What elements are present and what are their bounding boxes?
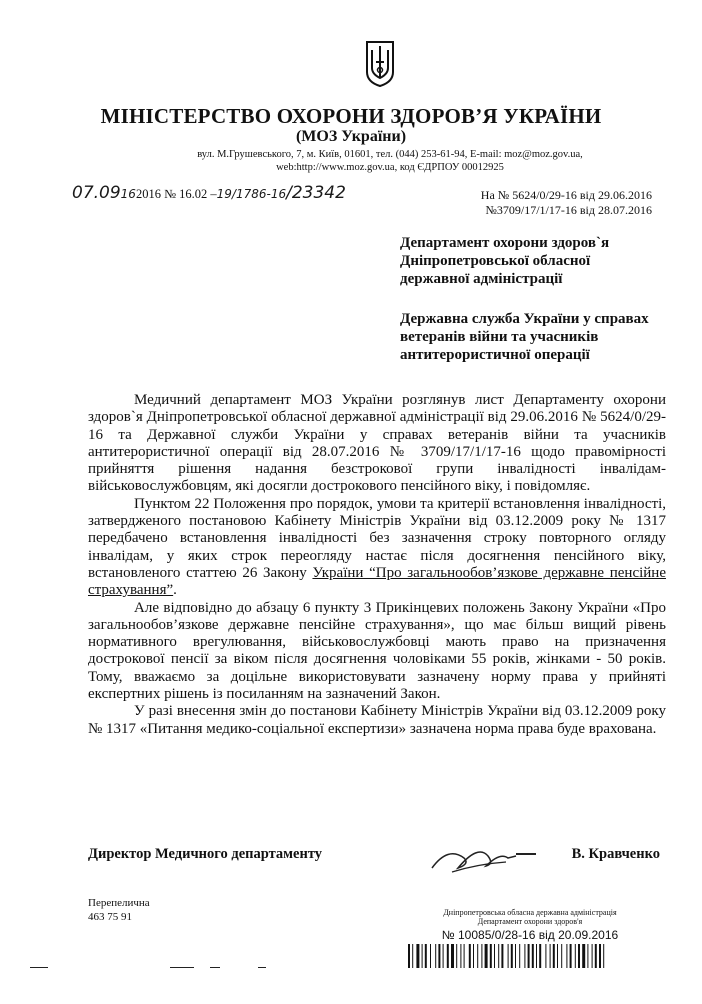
barcode-bar: [566, 944, 567, 968]
registration-number-suffix: /23342: [286, 183, 346, 203]
barcode-bar: [460, 944, 461, 968]
barcode-bar: [430, 944, 431, 968]
executor-phone: 463 75 91: [88, 911, 132, 923]
barcode-bar: [425, 944, 427, 968]
barcode-bar: [494, 944, 495, 968]
barcode-bar: [561, 944, 562, 968]
barcode-bar: [587, 944, 588, 968]
paragraph-4: У разі внесення змін до постанови Кабінету Міністрів України від 03.12.2009 року № 1317 «Питання медико-соціальної експертизи» зазначена норма права буде врахована.: [88, 703, 666, 737]
barcode-bar: [519, 944, 520, 968]
barcode-bar: [524, 944, 525, 968]
barcode-bar: [473, 944, 474, 968]
ministry-name: МІНІСТЕРСТВО ОХОРОНИ ЗДОРОВ’Я УКРАЇНИ: [100, 104, 602, 128]
barcode-bar: [545, 944, 546, 968]
barcode-bar: [481, 944, 482, 968]
scan-mark: [30, 967, 48, 968]
ministry-short-name: (МОЗ України): [295, 128, 407, 145]
paragraph-3: Але відповідно до абзацу 6 пункту 3 Прикінцевих положень Закону України «Про загальнообов’язкове державне пенсійне страхування», що має більш вищий рівень нормативного врегулювання, військовослужбовці мають право на призначення дострокової пенсії за віком після досягнення чоловіками 55 років, жінками - 50 років. Тому, вважаємо за доцільне використовувати зазначену норму права у прийняті експертних рішень із посиланням на зазначений Закон.: [88, 599, 666, 703]
barcode-bar: [582, 944, 585, 968]
registration-date-handwritten-year: 16: [120, 187, 136, 201]
barcode-bar: [490, 944, 492, 968]
paragraph-2-end: .: [173, 582, 177, 599]
barcode-bar: [464, 944, 465, 968]
signatory-name: В. Кравченко: [571, 846, 660, 862]
reply-reference: [440, 188, 652, 218]
paragraph-2: [88, 496, 666, 600]
barcode-bar: [438, 944, 440, 968]
signatory-position: Директор Медичного департаменту: [88, 846, 323, 862]
scan-mark: [170, 967, 194, 968]
barcode-bar: [515, 944, 516, 968]
barcode-bar: [443, 944, 444, 968]
barcode-bar: [456, 944, 457, 968]
paragraph-2-text: Пунктом 22 Положення про порядок, умови та критерії встановлення інвалідності, затвердженого постановою Кабінету Міністрів України від 03.12.2009 року № 1317 передбачено встановлення інвалідності без зазначення строку повторного огляду інвалідам, у яких строк переогляду настає після досягнення пенсійного віку, встановленого статтею 26 Закону: [88, 495, 666, 581]
address-line-2: web:http://www.moz.gov.ua, код ЄДРПОУ 00012925: [276, 162, 504, 173]
barcode-bar: [508, 944, 509, 968]
registration-date-handwritten: 07.09: [72, 183, 121, 203]
barcode: [408, 944, 653, 968]
reply-reference-line-1: На № 5624/0/29-16 від 29.06.2016: [480, 188, 652, 202]
barcode-bar: [595, 944, 597, 968]
executor-info: [88, 896, 150, 924]
address-line-1: вул. М.Грушевського, 7, м. Київ, 01601, тел. (044) 253-61-94, E-mail: moz@moz.gov.ua,: [197, 149, 583, 160]
outgoing-registration: [72, 183, 346, 203]
registration-printed: 2016 № 16.02 –: [135, 187, 217, 201]
stamp-org-line-1: Дніпропетровська обласна державна адміністрація: [443, 908, 617, 917]
barcode-bar: [451, 944, 454, 968]
reply-reference-line-2: №3709/17/1/17-16 від 28.07.2016: [485, 203, 652, 217]
barcode-bar: [557, 944, 558, 968]
scan-mark: [210, 967, 220, 968]
barcode-bar: [553, 944, 555, 968]
stamp-org-line-2: Департамент охорони здоров'я: [477, 917, 583, 926]
barcode-bar: [511, 944, 513, 968]
ministry-address: [150, 148, 630, 174]
barcode-bar: [416, 944, 419, 968]
barcode-bar: [528, 944, 530, 968]
barcode-bar: [532, 944, 534, 968]
barcode-bar: [501, 944, 503, 968]
signature-block: [88, 846, 660, 863]
barcode-bar: [592, 944, 593, 968]
barcode-bar: [599, 944, 601, 968]
recipient-1: Департамент охорони здоров`я Дніпропетровської обласної державної адміністрації: [400, 235, 610, 287]
barcode-bar: [469, 944, 471, 968]
barcode-bar: [536, 944, 537, 968]
barcode-bar: [550, 944, 551, 968]
barcode-bar: [422, 944, 423, 968]
barcode-bar: [435, 944, 436, 968]
incoming-registration-stamp: [400, 908, 660, 942]
barcode-bar: [412, 944, 413, 968]
barcode-bar: [447, 944, 449, 968]
barcode-bar: [498, 944, 499, 968]
barcode-bar: [603, 944, 604, 968]
barcode-bar: [575, 944, 576, 968]
recipient-2: Державна служба України у справах ветеранів війни та учасників антитерористичної операції: [400, 311, 649, 363]
registration-number-handwritten: 19/1786-16: [216, 187, 287, 201]
letter-body: [88, 392, 666, 738]
barcode-bar: [485, 944, 488, 968]
scan-mark: [258, 967, 266, 968]
paragraph-2-law-title: України “Про загальнообов’язкове державне пенсійне страхування”: [88, 564, 666, 599]
executor-name: Перепелична: [88, 897, 150, 909]
coat-of-arms-icon: [365, 40, 395, 88]
barcode-bar: [570, 944, 572, 968]
stamp-number: № 10085/0/28-16 від 20.09.2016: [441, 928, 619, 942]
paragraph-1: Медичний департамент МОЗ України розглянув лист Департаменту охорони здоров`я Дніпропетровської обласної державної адміністрації від 29.06.2016 № 5624/0/29-16 та Державної служби України у справах ветеранів війни та учасників антитерористичної операції від 28.07.2016 № 3709/17/1/17-16 щодо правомірності прийняття рішення надання безстрокової групи інвалідності інвалідам-військовослужбовцям, які досягли дострокового пенсійного віку, і повідомляє.: [88, 392, 666, 495]
signature-dash: [516, 853, 536, 855]
barcode-bar: [477, 944, 478, 968]
barcode-bar: [408, 944, 410, 968]
barcode-bar: [578, 944, 580, 968]
barcode-bar: [539, 944, 541, 968]
handwritten-signature: [428, 838, 538, 878]
